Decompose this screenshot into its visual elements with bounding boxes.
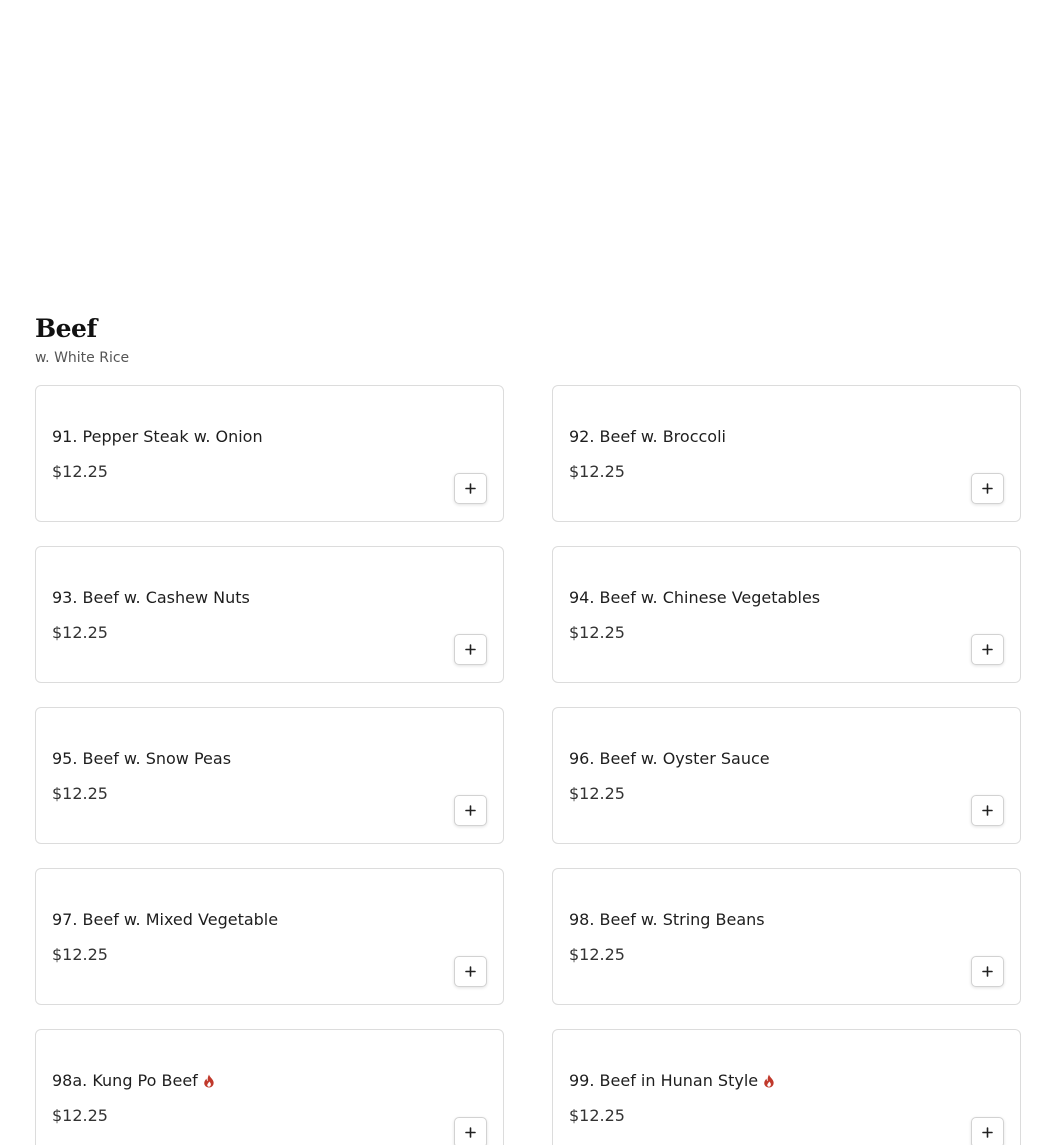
- flame-icon: [203, 1074, 215, 1088]
- add-to-cart-button[interactable]: [454, 795, 487, 826]
- item-price: $12.25: [52, 623, 108, 642]
- item-name: [52, 748, 231, 770]
- item-name-text: 98a. Kung Po Beef: [52, 1071, 198, 1090]
- item-price: $12.25: [52, 945, 108, 964]
- item-name: [52, 426, 263, 448]
- item-name: [52, 1070, 215, 1092]
- item-price: $12.25: [569, 1106, 625, 1125]
- item-price: $12.25: [52, 784, 108, 803]
- item-name-text: 91. Pepper Steak w. Onion: [52, 427, 263, 446]
- item-name-text: 92. Beef w. Broccoli: [569, 427, 726, 446]
- item-name-text: 95. Beef w. Snow Peas: [52, 749, 232, 768]
- item-name-text: 94. Beef w. Chinese Vegetables: [569, 588, 821, 607]
- menu-item-card[interactable]: [552, 707, 1021, 844]
- menu-item-card[interactable]: [552, 868, 1021, 1005]
- item-name: [52, 909, 278, 931]
- item-price: $12.25: [52, 462, 108, 481]
- item-name: [569, 587, 820, 609]
- item-price: $12.25: [569, 623, 625, 642]
- add-to-cart-button[interactable]: [971, 473, 1004, 504]
- plus-icon: [982, 483, 993, 494]
- plus-icon: [982, 805, 993, 816]
- item-price: $12.25: [569, 784, 625, 803]
- add-to-cart-button[interactable]: [454, 956, 487, 987]
- plus-icon: [465, 805, 476, 816]
- menu-item-card[interactable]: [35, 385, 504, 522]
- plus-icon: [465, 644, 476, 655]
- menu-item-grid: [35, 385, 1021, 1145]
- menu-item-card[interactable]: [552, 385, 1021, 522]
- add-to-cart-button[interactable]: [454, 634, 487, 665]
- item-price: $12.25: [569, 462, 625, 481]
- menu-item-card[interactable]: [35, 707, 504, 844]
- item-name: [569, 748, 770, 770]
- flame-icon: [763, 1074, 775, 1088]
- plus-icon: [465, 966, 476, 977]
- menu-item-card[interactable]: [552, 546, 1021, 683]
- menu-item-card[interactable]: [35, 1029, 504, 1145]
- menu-item-card[interactable]: [35, 546, 504, 683]
- add-to-cart-button[interactable]: [454, 1117, 487, 1145]
- section-title: Beef: [35, 314, 97, 343]
- item-name: [52, 587, 250, 609]
- plus-icon: [465, 483, 476, 494]
- item-name-text: 93. Beef w. Cashew Nuts: [52, 588, 250, 607]
- item-name-text: 99. Beef in Hunan Style: [569, 1071, 759, 1090]
- menu-item-card[interactable]: [35, 868, 504, 1005]
- item-name-text: 98. Beef w. String Beans: [569, 910, 765, 929]
- add-to-cart-button[interactable]: [971, 634, 1004, 665]
- menu-item-card[interactable]: [552, 1029, 1021, 1145]
- item-name-text: 97. Beef w. Mixed Vegetable: [52, 910, 279, 929]
- item-price: $12.25: [52, 1106, 108, 1125]
- item-name: [569, 426, 726, 448]
- plus-icon: [982, 966, 993, 977]
- item-price: $12.25: [569, 945, 625, 964]
- plus-icon: [465, 1127, 476, 1138]
- item-name: [569, 909, 765, 931]
- item-name: [569, 1070, 775, 1092]
- plus-icon: [982, 644, 993, 655]
- plus-icon: [982, 1127, 993, 1138]
- section-subtitle: w. White Rice: [35, 350, 130, 366]
- add-to-cart-button[interactable]: [454, 473, 487, 504]
- add-to-cart-button[interactable]: [971, 795, 1004, 826]
- item-name-text: 96. Beef w. Oyster Sauce: [569, 749, 770, 768]
- add-to-cart-button[interactable]: [971, 956, 1004, 987]
- add-to-cart-button[interactable]: [971, 1117, 1004, 1145]
